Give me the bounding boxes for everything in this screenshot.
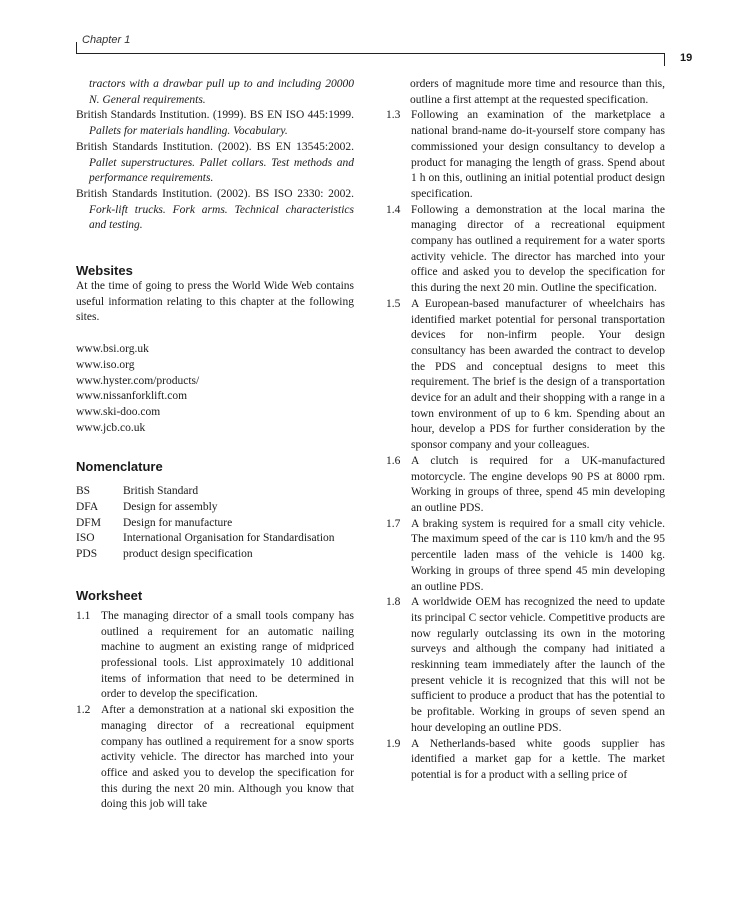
- nomenclature-row: [76, 484, 354, 500]
- website-link[interactable]: www.bsi.org.uk: [76, 343, 149, 356]
- nomenclature-definition: British Standard: [123, 485, 199, 498]
- worksheet-item: [386, 517, 665, 596]
- reference-lead: British Standards Institution. (2002). BS EN 13545:2002.: [76, 140, 354, 153]
- worksheet-item: [386, 203, 665, 297]
- website-link[interactable]: www.hyster.com/products/: [76, 374, 200, 387]
- nomenclature-table: [76, 484, 354, 563]
- reference-item: [76, 140, 354, 187]
- websites-heading: Websites: [76, 263, 133, 279]
- worksheet-item-number: 1.7: [386, 517, 401, 530]
- worksheet-item-text: Following an examination of the marketplace a national brand-name do-it-yourself store company has commissioned your design consultancy to develop a product for managing the length of grass. Spend about 1 h on this, outlining an initial potential product design specification.: [411, 109, 665, 200]
- chapter-label: Chapter 1: [82, 34, 131, 46]
- nomenclature-abbr: BS: [76, 485, 91, 498]
- nomenclature-row: [76, 516, 354, 532]
- reference-title: tractors with a drawbar pull up to and including 20000 N. General requirements.: [89, 78, 354, 106]
- worksheet-item-text: A clutch is required for a UK-manufactured motorcycle. The engine develops 90 PS at 8000 rpm. Working in groups of three, spend 45 min developing an outline PDS.: [411, 454, 665, 514]
- worksheet-item-number: 1.9: [386, 737, 401, 750]
- nomenclature-abbr: DFM: [76, 516, 101, 529]
- nomenclature-row: [76, 531, 354, 547]
- worksheet-item-text: A European-based manufacturer of wheelchairs has identified market potential for personal transportation devices for non-infirm people. Your design consultancy has been awarded the contract to develop the PDS and conceptual designs to meet this requirement. The brief is the design of a transportation device for an adult and their shopping with a range in a town environment of up to 6 km. Spending about an hour, develop a PDS for further consideration by the sponsor company and your colleagues.: [411, 297, 665, 452]
- worksheet-item-number: 1.5: [386, 297, 401, 310]
- right-column: [386, 77, 665, 784]
- worksheet-item-text: Following a demonstration at the local marina the managing director of a recreational equipment company has outlined a requirement for a water sports activity vehicle. The director has marched into your office and asked you to develop the specification for this during the next 20 min. Outline the specification.: [411, 203, 665, 295]
- nomenclature-abbr: DFA: [76, 501, 99, 514]
- worksheet-item-text: A worldwide OEM has recognized the need to update its principal C sector vehicle. Competitive products are now regularly outclassing its own in the motoring surveys and although the company had initiated a reskinning team immediately after the launch of the present vehicle it is recognized that this will not be sufficient to produce a product that has the potential to be profitable. Working in groups of seven spend an hour developing an outline PDS.: [411, 596, 665, 734]
- reference-item: [76, 187, 354, 234]
- worksheet-item: [386, 595, 665, 736]
- worksheet-item-number: 1.1: [76, 609, 91, 622]
- nomenclature-abbr: ISO: [76, 532, 95, 545]
- reference-list: [76, 77, 354, 234]
- websites-intro: At the time of going to press the World Wide Web contains useful information relating to this chapter at the following sites.: [76, 280, 354, 324]
- worksheet-item-text: The managing director of a small tools company has outlined a requirement for an automatic nailing machine to augment an existing range of midpriced professional tools. List approximately 10 additional items of information that need to be determined in order to develop the specification.: [101, 609, 354, 701]
- worksheet-item-text: After a demonstration at a national ski exposition the managing director of a recreational equipment company has outlined a requirement for a snow sports activity vehicle. The director has marched into your office and asked you to develop the specification for this during the next 20 min. Although you know that doing this job will take: [101, 704, 354, 811]
- nomenclature-definition: International Organisation for Standardisation: [123, 532, 335, 545]
- worksheet-item-continuation: orders of magnitude more time and resource than this, outline a first attempt at the requested specification.: [410, 78, 665, 106]
- reference-lead: British Standards Institution. (2002). BS ISO 2330: 2002.: [76, 187, 354, 200]
- worksheet-item-text: A Netherlands-based white goods supplier has identified a market gap for a kettle. The market potential is for a product with a selling price of: [411, 737, 665, 781]
- website-link[interactable]: www.nissanforklift.com: [76, 390, 188, 403]
- website-list: [76, 342, 354, 436]
- nomenclature-definition: Design for assembly: [123, 501, 218, 514]
- nomenclature-definition: product design specification: [123, 548, 253, 561]
- worksheet-item: [386, 297, 665, 454]
- page-number: 19: [680, 52, 693, 64]
- nomenclature-definition: Design for manufacture: [123, 516, 233, 529]
- worksheet-item-number: 1.4: [386, 203, 401, 216]
- website-link[interactable]: www.ski-doo.com: [76, 405, 161, 418]
- worksheet-item-number: 1.6: [386, 454, 401, 467]
- header-rule-right: [664, 53, 665, 66]
- worksheet-item-text: A braking system is required for a small city vehicle. The maximum speed of the car is 110 km/h and the 95 percentile laden mass of the vehicle is 1400 kg. Working in groups of three spend 45 min developing an outline PDS.: [411, 517, 665, 593]
- worksheet-item-number: 1.2: [76, 704, 91, 717]
- nomenclature-abbr: PDS: [76, 548, 98, 561]
- reference-title: Fork-lift trucks. Fork arms. Technical characteristics and testing.: [89, 203, 354, 232]
- website-link[interactable]: www.jcb.co.uk: [76, 421, 146, 434]
- worksheet-item-number: 1.8: [386, 596, 401, 609]
- reference-title: Pallets for materials handling. Vocabulary.: [89, 125, 288, 138]
- worksheet-heading: Worksheet: [76, 587, 143, 603]
- worksheet-item: [76, 609, 354, 703]
- worksheet-item-number: 1.3: [386, 109, 401, 122]
- header-rule: [76, 53, 664, 54]
- worksheet-item: [76, 703, 354, 813]
- reference-item: [76, 108, 354, 139]
- nomenclature-heading: Nomenclature: [76, 459, 163, 475]
- reference-lead: British Standards Institution. (1999). BS EN ISO 445:1999.: [76, 109, 354, 122]
- nomenclature-row: [76, 547, 354, 563]
- reference-item: [76, 77, 354, 108]
- worksheet-item: [386, 454, 665, 517]
- left-column: [76, 77, 354, 813]
- nomenclature-row: [76, 500, 354, 516]
- website-link[interactable]: www.iso.org: [76, 358, 135, 371]
- worksheet-item: [386, 108, 665, 202]
- worksheet-item: [386, 737, 665, 784]
- reference-title: Pallet superstructures. Pallet collars. Test methods and performance requirements.: [89, 156, 354, 185]
